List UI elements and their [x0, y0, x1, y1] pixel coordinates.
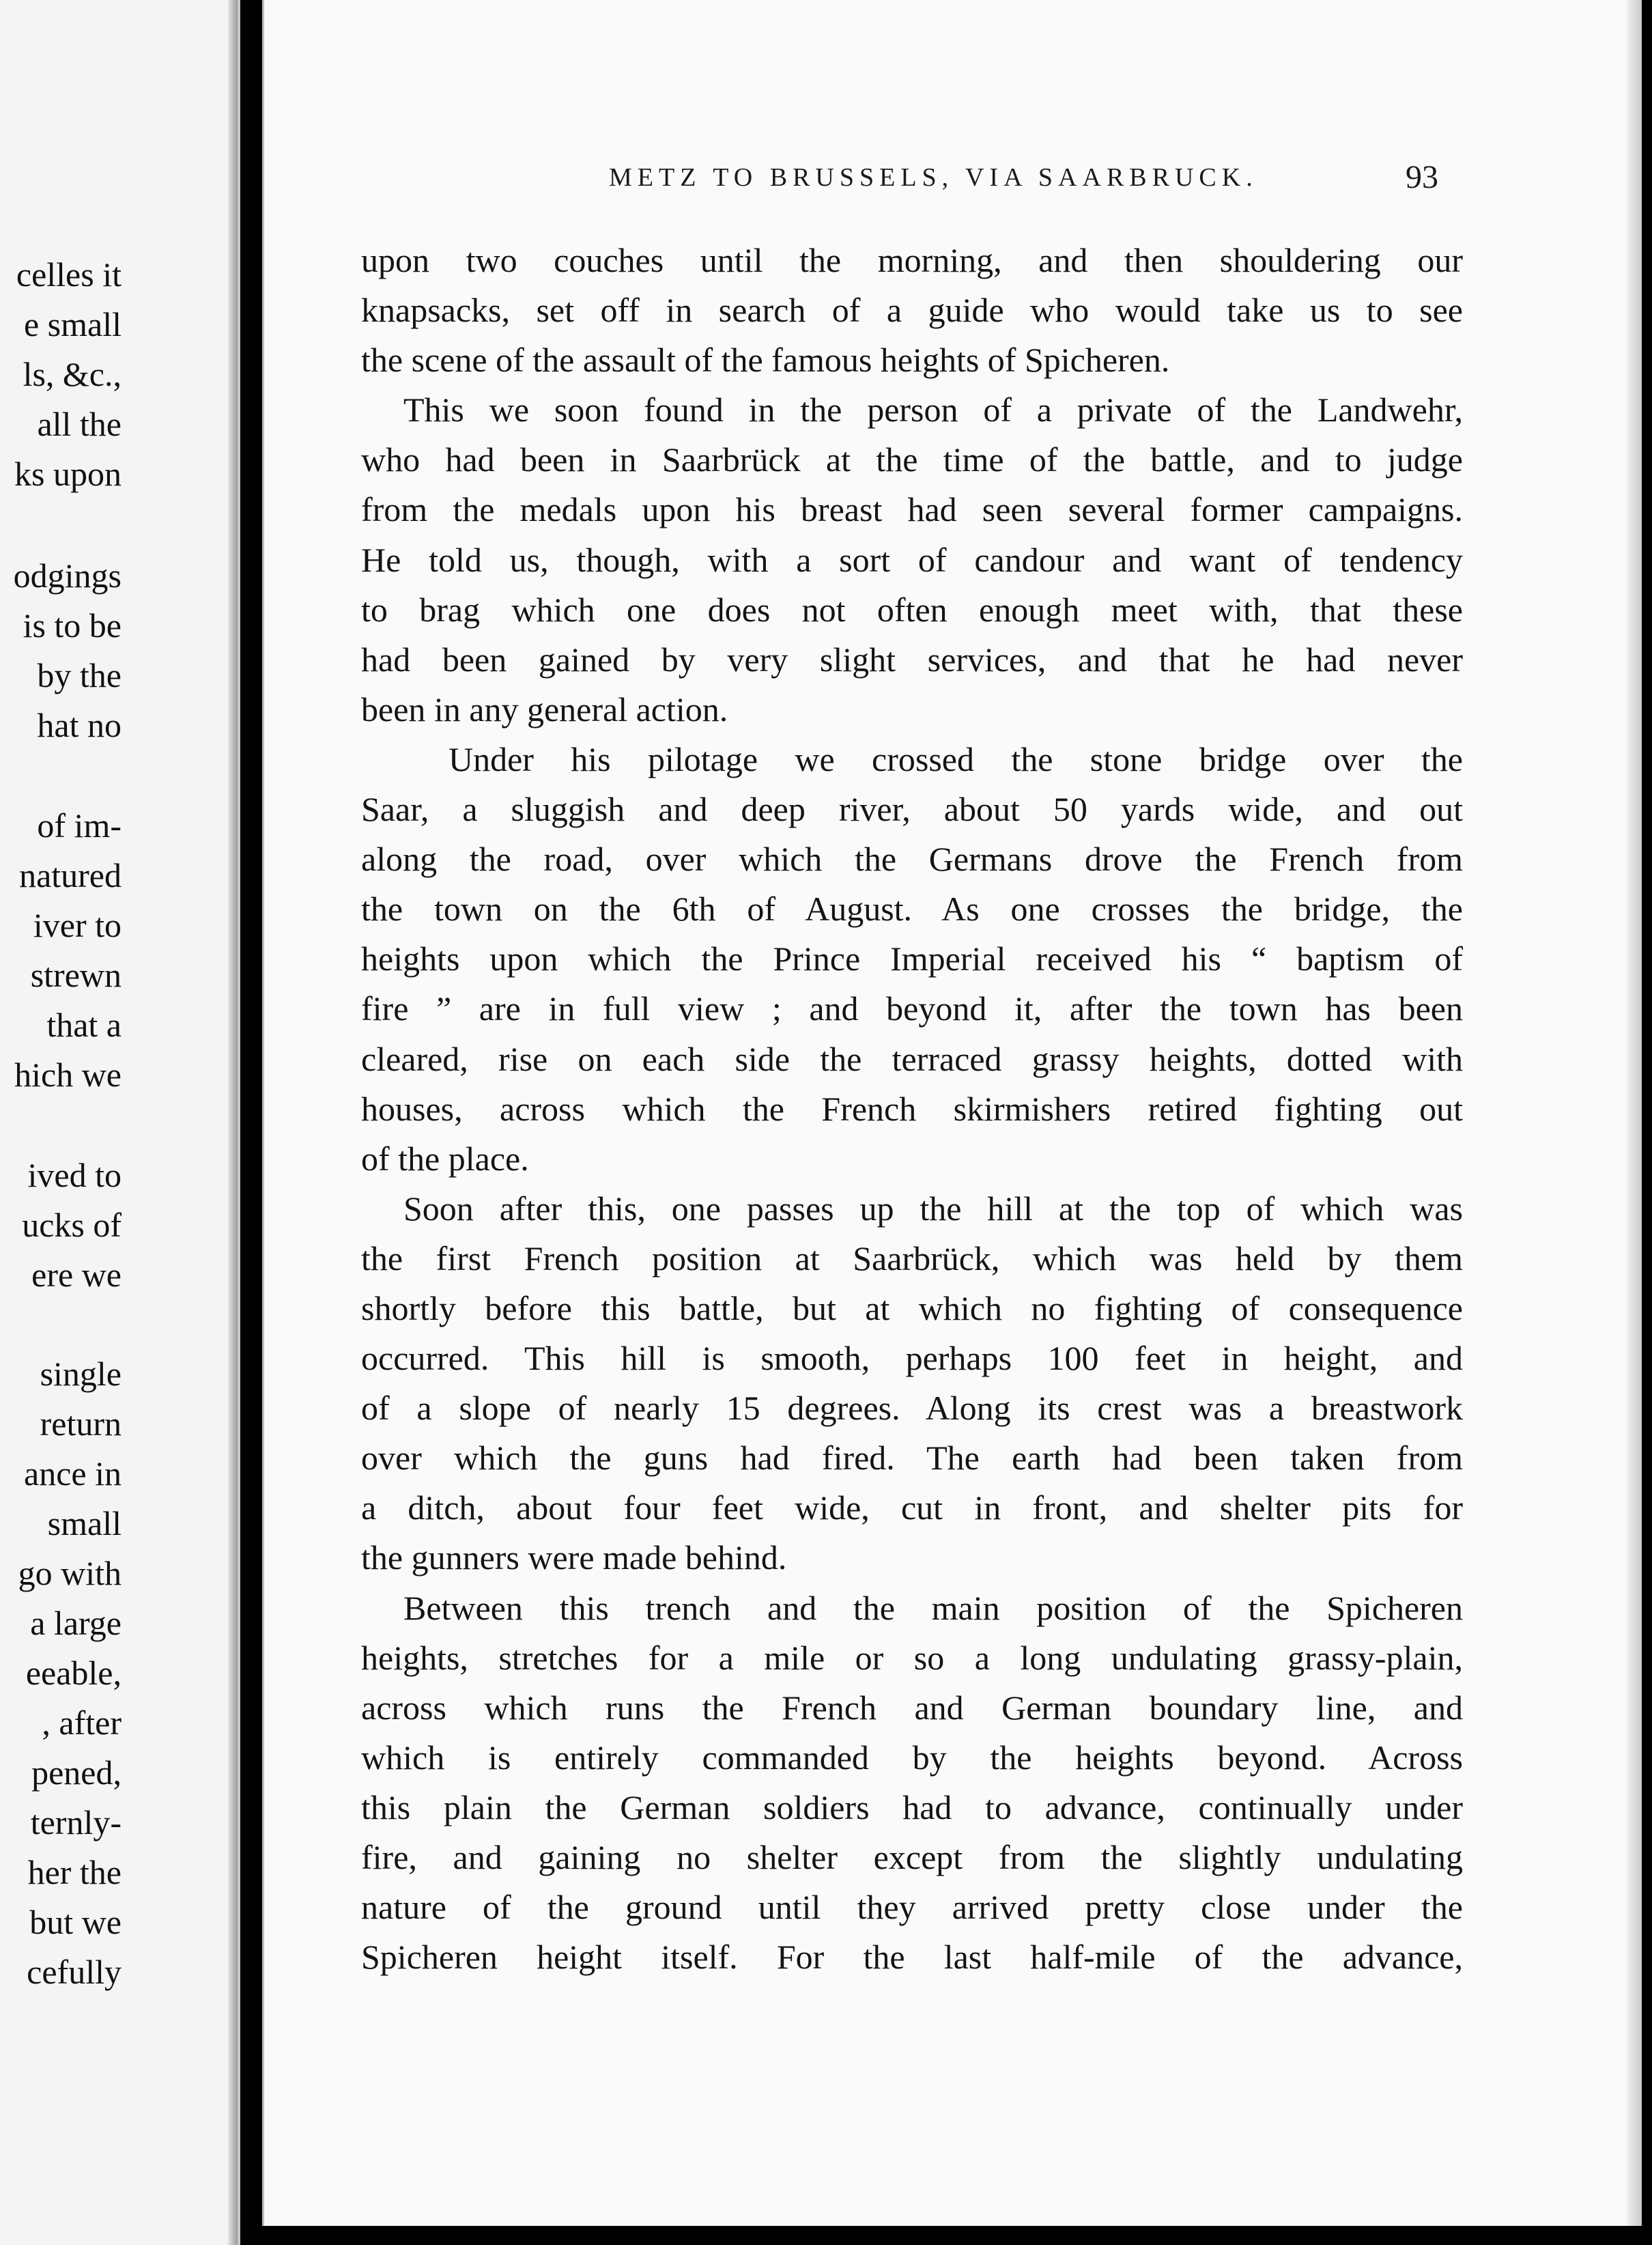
text-line: heights upon which the Prince Imperial received his “ baptism of: [361, 940, 1463, 978]
facing-page-text-fragment: natured: [19, 856, 122, 894]
text-line: Under his pilotage we crossed the stone bridge over the: [448, 739, 1463, 778]
text-line: Between this trench and the main position of the Spicheren: [403, 1588, 1463, 1627]
facing-page-text-fragment: but we: [29, 1903, 122, 1941]
text-line: of the place.: [361, 1139, 529, 1178]
text-line: houses, across which the French skirmishers retired fighting out: [361, 1089, 1463, 1128]
facing-page-text-fragment: iver to: [33, 906, 122, 944]
facing-page-text-fragment: ere we: [31, 1256, 122, 1294]
text-line: upon two couches until the morning, and then shouldering our: [361, 241, 1463, 279]
text-line: Saar, a sluggish and deep river, about 50 yards wide, and out: [361, 790, 1463, 829]
text-line: who had been in Saarbrück at the time of the battle, and to judge: [361, 440, 1463, 479]
text-line: the scene of the assault of the famous heights of Spicheren.: [361, 341, 1170, 380]
text-line: This we soon found in the person of a private of the Landwehr,: [403, 391, 1463, 429]
page-number: 93: [1406, 159, 1438, 195]
text-line: fire ” are in full view ; and beyond it, after the town has been: [361, 989, 1463, 1028]
text-line: from the medals upon his breast had seen several former campaigns.: [361, 490, 1463, 529]
running-head-title: METZ TO BRUSSELS, VIA SAARBRUCK.: [609, 163, 1258, 192]
text-line: had been gained by very slight services, and that he had never: [361, 640, 1463, 679]
facing-page-fragment-block: [0, 551, 122, 750]
text-line: the town on the 6th of August. As one crosses the bridge, the: [361, 890, 1463, 929]
facing-page-text-fragment: by the: [37, 656, 122, 694]
facing-page-text-fragment: ks upon: [14, 455, 122, 493]
text-line: along the road, over which the Germans drove the French from: [361, 840, 1463, 879]
facing-page-text-fragment: small: [47, 1504, 122, 1542]
facing-page-text-fragment: cefully: [27, 1953, 122, 1991]
facing-page-text-fragment: ternly-: [30, 1803, 122, 1841]
facing-page-text-fragment: single: [40, 1355, 122, 1393]
facing-page-text-fragment: odgings: [13, 556, 122, 595]
facing-page-text-fragment: a large: [30, 1604, 122, 1642]
facing-page-text-fragment: strewn: [30, 956, 122, 994]
text-line: a ditch, about four feet wide, cut in front, and shelter pits for: [361, 1488, 1463, 1527]
text-line: heights, stretches for a mile or so a long undulating grassy-plain,: [361, 1638, 1463, 1677]
text-line: shortly before this battle, but at which no fighting of consequence: [361, 1288, 1463, 1327]
text-line: cleared, rise on each side the terraced grassy heights, dotted with: [361, 1039, 1463, 1078]
facing-page-text-fragment: celles it: [16, 255, 122, 294]
facing-page-text-fragment: , after: [42, 1704, 122, 1742]
facing-page-text-fragment: return: [40, 1404, 122, 1443]
facing-page-left: [0, 0, 240, 2245]
facing-page-fragment-block: [0, 250, 122, 499]
facing-page-text-fragment: ived to: [27, 1156, 122, 1194]
text-line: Spicheren height itself. For the last half-mile of the advance,: [361, 1938, 1463, 1977]
text-line: Soon after this, one passes up the hill at the top of which was: [403, 1189, 1463, 1228]
text-line: He told us, though, with a sort of candour and want of tendency: [361, 540, 1463, 579]
text-line: across which runs the French and German boundary line, and: [361, 1688, 1463, 1727]
facing-page-fragment-block: [0, 1349, 122, 1997]
facing-page-text-fragment: e small: [23, 305, 122, 343]
facing-page-text-fragment: ucks of: [22, 1206, 122, 1244]
book-page: [262, 0, 1642, 2226]
text-line: of a slope of nearly 15 degrees. Along its crest was a breastwork: [361, 1389, 1463, 1428]
facing-page-text-fragment: of im-: [37, 806, 122, 845]
facing-page-text-fragment: ance in: [24, 1454, 122, 1493]
text-line: nature of the ground until they arrived pretty close under the: [361, 1888, 1463, 1927]
facing-page-text-fragment: hat no: [37, 706, 122, 744]
running-head: [264, 159, 1642, 203]
text-line: occurred. This hill is smooth, perhaps 100 feet in height, and: [361, 1339, 1463, 1378]
text-line: which is entirely commanded by the heights beyond. Across: [361, 1738, 1463, 1777]
facing-page-fragment-block: [0, 1150, 122, 1300]
body-text: [361, 236, 1463, 1982]
text-line: knapsacks, set off in search of a guide who would take us to see: [361, 291, 1463, 330]
facing-page-text-fragment: her the: [27, 1853, 122, 1891]
book-gutter: [228, 0, 238, 2245]
page-edge: [1627, 0, 1642, 2226]
facing-page-text-fragment: pened,: [31, 1753, 122, 1792]
text-line: to brag which one does not often enough meet with, that these: [361, 590, 1463, 629]
text-line: been in any general action.: [361, 690, 728, 729]
text-line: fire, and gaining no shelter except from the slightly undulating: [361, 1838, 1463, 1876]
text-line: the gunners were made behind.: [361, 1538, 787, 1577]
facing-page-text-fragment: eeable,: [25, 1654, 122, 1692]
facing-page-text-fragment: go with: [18, 1554, 122, 1592]
facing-page-text-fragment: that a: [46, 1006, 122, 1044]
facing-page-text-fragment: hich we: [14, 1056, 122, 1094]
text-line: this plain the German soldiers had to advance, continually under: [361, 1788, 1463, 1826]
text-line: the first French position at Saarbrück, which was held by them: [361, 1239, 1463, 1277]
facing-page-text-fragment: ls, &c.,: [23, 355, 122, 393]
text-line: over which the guns had fired. The earth had been taken from: [361, 1439, 1463, 1478]
facing-page-text-fragment: all the: [37, 405, 122, 443]
facing-page-text-fragment: is to be: [23, 606, 122, 645]
facing-page-fragment-block: [0, 801, 122, 1100]
